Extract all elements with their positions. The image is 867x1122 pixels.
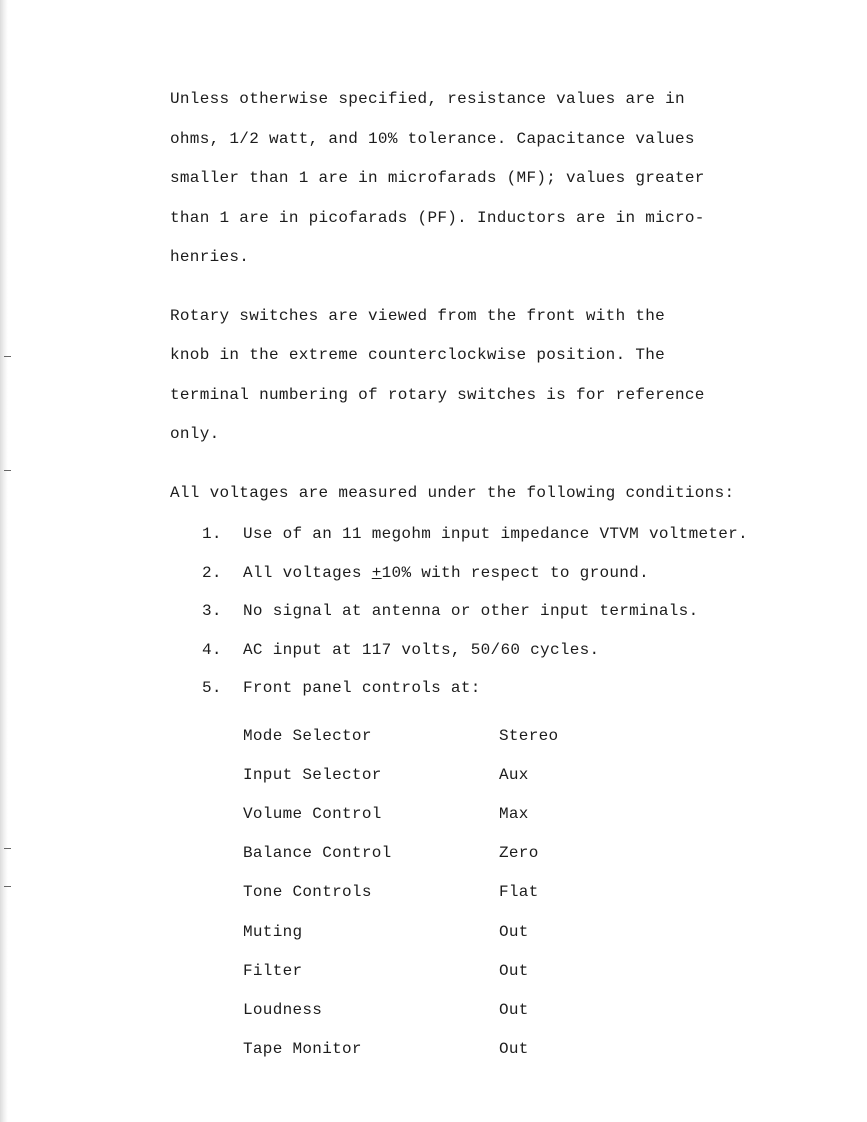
table-row xyxy=(243,834,830,873)
control-name: Mode Selector xyxy=(243,726,372,745)
text-line: smaller than 1 are in microfarads (MF); values greater xyxy=(170,169,705,187)
list-text: Use of an 11 megohm input impedance VTVM voltmeter. xyxy=(243,525,748,543)
table-row xyxy=(243,717,830,756)
front-panel-controls-table xyxy=(243,717,830,1070)
text-line: ohms, 1/2 watt, and 10% tolerance. Capacitance values xyxy=(170,129,695,148)
table-row xyxy=(243,873,830,912)
paragraph-resistance-values xyxy=(170,80,830,278)
list-item xyxy=(170,525,830,544)
table-row xyxy=(243,991,830,1030)
list-item xyxy=(170,641,830,660)
control-name: Muting xyxy=(243,922,303,941)
control-value: Zero xyxy=(499,844,539,863)
list-item xyxy=(170,602,830,621)
control-name: Tape Monitor xyxy=(243,1040,362,1059)
paragraph-voltage-conditions: All voltages are measured under the following conditions: xyxy=(170,483,735,502)
control-value: Out xyxy=(499,961,529,980)
control-value: Out xyxy=(499,1040,529,1059)
text-line: only. xyxy=(170,425,220,443)
text-line: henries. xyxy=(170,248,250,266)
table-row xyxy=(243,952,830,991)
table-row xyxy=(243,1030,830,1069)
control-value: Stereo xyxy=(499,726,559,745)
text-line: knob in the extreme counterclockwise position. The xyxy=(170,346,666,364)
control-name: Input Selector xyxy=(243,765,382,784)
table-row xyxy=(243,756,830,795)
list-number: 1. xyxy=(202,525,222,543)
control-name: Filter xyxy=(243,961,303,980)
list-item xyxy=(170,679,830,698)
control-name: Tone Controls xyxy=(243,883,372,902)
control-value: Out xyxy=(499,922,529,941)
plus-minus-sign: + xyxy=(371,563,382,582)
edge-mark xyxy=(4,356,11,357)
table-row xyxy=(243,913,830,952)
list-text: AC input at 117 volts, 50/60 cycles. xyxy=(243,640,600,659)
control-value: Flat xyxy=(499,883,539,902)
table-row xyxy=(243,795,830,834)
edge-mark xyxy=(4,886,11,887)
conditions-list xyxy=(170,525,830,698)
list-text: Front panel controls at: xyxy=(243,679,481,697)
text-line: terminal numbering of rotary switches is for reference xyxy=(170,385,705,404)
document-body xyxy=(170,80,830,1069)
control-value: Max xyxy=(499,804,529,823)
text-run: All voltages xyxy=(243,563,372,582)
list-text xyxy=(243,564,830,583)
edge-mark xyxy=(4,848,11,849)
text-line: Rotary switches are viewed from the front with the xyxy=(170,306,666,325)
control-name: Volume Control xyxy=(243,804,382,823)
control-value: Out xyxy=(499,1000,529,1019)
list-item xyxy=(170,564,830,583)
edge-mark xyxy=(4,470,11,471)
paragraph-rotary-switches xyxy=(170,297,830,455)
control-name: Balance Control xyxy=(243,844,392,863)
list-number: 3. xyxy=(202,602,222,620)
text-run: 10% with respect to ground. xyxy=(381,563,649,582)
list-number: 4. xyxy=(202,640,222,659)
control-name: Loudness xyxy=(243,1000,323,1019)
control-value: Aux xyxy=(499,765,529,784)
page-binding-edge xyxy=(0,0,8,1122)
text-line: than 1 are in picofarads (PF). Inductors are in micro- xyxy=(170,208,705,227)
list-number: 2. xyxy=(202,563,222,582)
list-text: No signal at antenna or other input terminals. xyxy=(243,602,699,620)
list-number: 5. xyxy=(202,679,222,697)
text-line: Unless otherwise specified, resistance values are in xyxy=(170,90,685,108)
